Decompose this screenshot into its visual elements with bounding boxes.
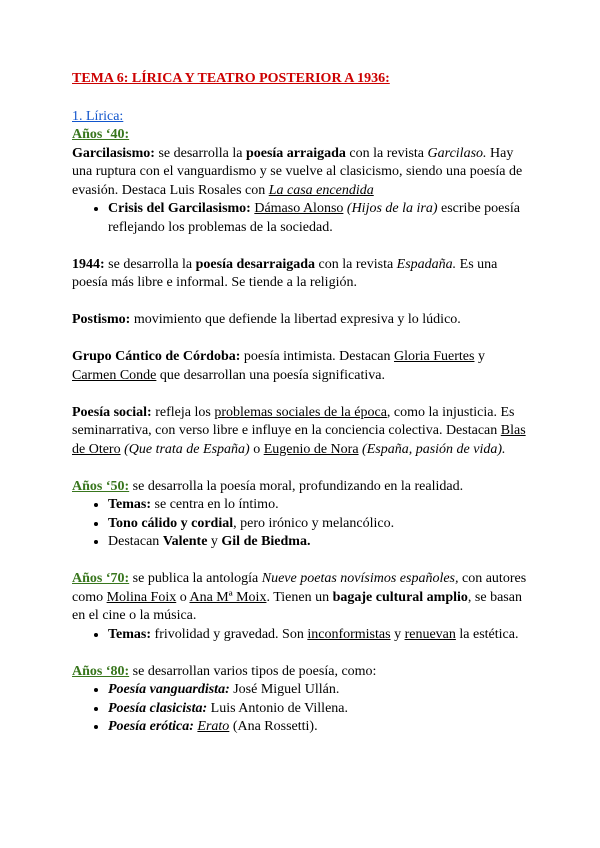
- list-item: • Poesía vanguardista: José Miguel Ullán.: [108, 681, 528, 700]
- paragraph-anos-50: Años ‘50: se desarrolla la poesía moral, profundizando en la realidad.: [72, 478, 464, 494]
- paragraph-cantico: Grupo Cántico de Córdoba: poesía intimista. Destacan Gloria Fuertes y Carmen Conde que desarrollan una poesía significativa.: [72, 349, 485, 383]
- list-anos-80: [72, 681, 528, 737]
- paragraph-poesia-social: Poesía social: refleja los problemas sociales de la época, como la injusticia. Es seminarrativa, con verso libre e influye en la conciencia colectiva. Destacan Blas de Otero (Que trata de España) o Eugenio de Nora (España, pasión de vida).: [72, 404, 526, 457]
- section-heading-lirica: 1. Lírica:: [72, 108, 124, 124]
- subheading-anos-40: Años ‘40:: [72, 127, 130, 142]
- list-item: • Crisis del Garcilasismo: Dámaso Alonso (Hijos de la ira) escribe poesía reflejando los problemas de la sociedad.: [108, 200, 528, 237]
- list-anos-50: [72, 496, 528, 552]
- paragraph-anos-70: Años ‘70: se publica la antología Nueve poetas novísimos españoles, con autores como Molina Foix o Ana Mª Moix. Tienen un bagaje cultural amplio, se basan en el cine o la música.: [72, 571, 527, 623]
- list-item: • Destacan Valente y Gil de Biedma.: [108, 533, 528, 552]
- paragraph-1944: 1944: se desarrolla la poesía desarraigada con la revista Espadaña. Es una poesía más libre e informal. Se tiende a la religión.: [72, 256, 498, 290]
- subheading-anos-50: Años ‘50:: [72, 478, 130, 494]
- list-item: • Poesía erótica: Erato (Ana Rossetti).: [108, 718, 528, 737]
- list-item: • Temas: frivolidad y gravedad. Son inconformistas y renuevan la estética.: [108, 626, 528, 645]
- list-item: • Tono cálido y cordial, pero irónico y melancólico.: [108, 515, 528, 534]
- document-page: [72, 70, 528, 737]
- list-item: • Temas: se centra en lo íntimo.: [108, 496, 528, 515]
- paragraph-anos-80: Años ‘80: se desarrollan varios tipos de poesía, como:: [72, 663, 377, 679]
- document-title: TEMA 6: LÍRICA Y TEATRO POSTERIOR A 1936:: [72, 71, 390, 86]
- subheading-anos-70: Años ‘70:: [72, 571, 130, 586]
- list-anos-70: [72, 626, 528, 645]
- list-crisis: [72, 200, 528, 237]
- list-item: • Poesía clasicista: Luis Antonio de Villena.: [108, 700, 528, 719]
- paragraph-garcilasismo: Garcilasismo: se desarrolla la poesía arraigada con la revista Garcilaso. Hay una ruptura con el vanguardismo y se vuelve al clasicismo, siendo una poesía de evasión. Destaca Luis Rosales con La casa encendida: [72, 145, 523, 198]
- subheading-anos-80: Años ‘80:: [72, 663, 130, 679]
- paragraph-postismo: Postismo: movimiento que defiende la libertad expresiva y lo lúdico.: [72, 312, 461, 327]
